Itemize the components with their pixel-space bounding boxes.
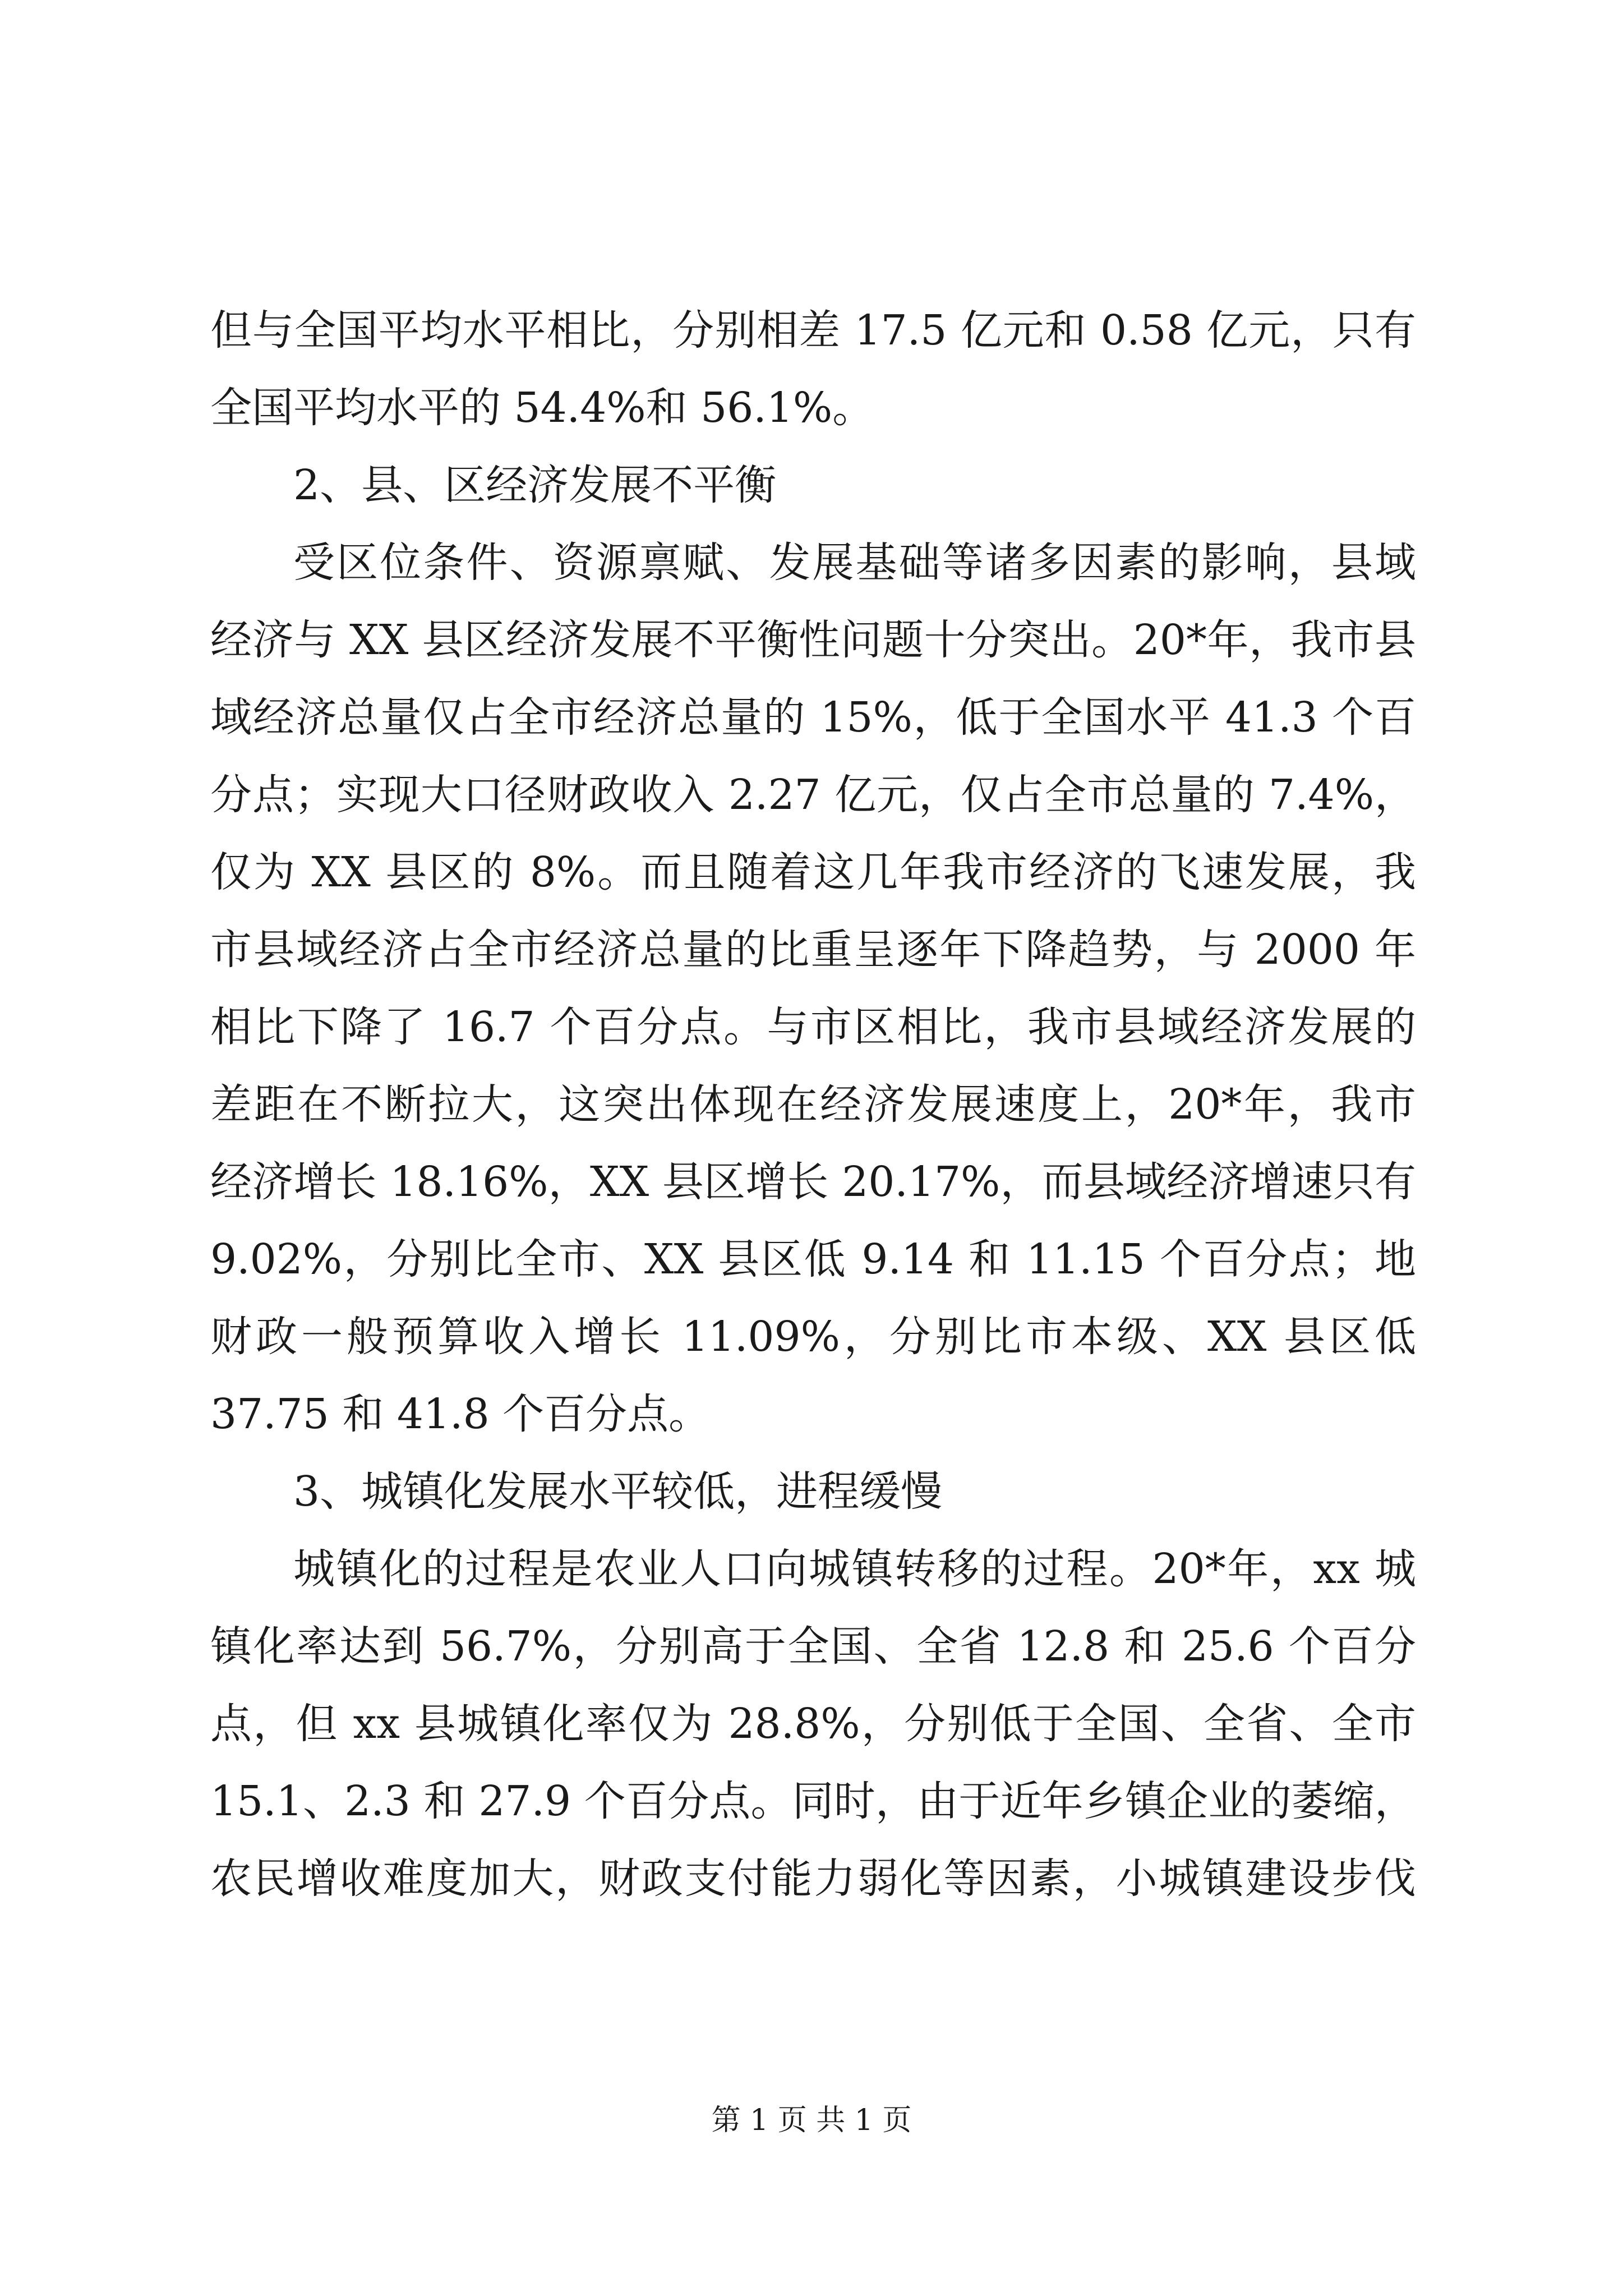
section-heading: 3、城镇化发展水平较低，进程缓慢 [293, 1467, 943, 1516]
text-line: 仅为 XX 县区的 8%。而且随着这几年我市经济的飞速发展，我 [210, 848, 1416, 896]
text-line: 经济与 XX 县区经济发展不平衡性问题十分突出。20*年，我市县 [210, 616, 1416, 664]
section-heading: 2、县、区经济发展不平衡 [293, 461, 777, 509]
body-text [210, 292, 1416, 1917]
text-line: 镇化率达到 56.7%，分别高于全国、全省 12.8 和 25.6 个百分 [210, 1622, 1416, 1671]
text-line: 相比下降了 16.7 个百分点。与市区相比，我市县域经济发展的 [210, 1003, 1416, 1051]
text-line: 经济增长 18.16%，XX 县区增长 20.17%，而县域经济增速只有 [210, 1158, 1416, 1206]
text-line: 农民增收难度加大，财政支付能力弱化等因素，小城镇建设步伐 [210, 1855, 1416, 1903]
page-footer: 第 1 页 共 1 页 [711, 2104, 912, 2137]
text-line: 37.75 和 41.8 个百分点。 [210, 1390, 711, 1438]
text-line: 城镇化的过程是农业人口向城镇转移的过程。20*年，xx 城 [293, 1545, 1416, 1593]
text-line: 差距在不断拉大，这突出体现在经济发展速度上，20*年，我市 [210, 1080, 1416, 1129]
text-line: 全国平均水平的 54.4%和 56.1%。 [210, 384, 874, 432]
text-line: 15.1、2.3 和 27.9 个百分点。同时，由于近年乡镇企业的萎缩， [210, 1777, 1416, 1825]
text-line: 点，但 xx 县城镇化率仅为 28.8%，分别低于全国、全省、全市 [210, 1700, 1416, 1748]
text-line: 市县域经济占全市经济总量的比重呈逐年下降趋势，与 2000 年 [210, 926, 1416, 974]
text-line: 但与全国平均水平相比，分别相差 17.5 亿元和 0.58 亿元，只有 [210, 306, 1416, 355]
text-line: 受区位条件、资源禀赋、发展基础等诸多因素的影响，县域 [293, 539, 1416, 587]
text-line: 财政一般预算收入增长 11.09%，分别比市本级、XX 县区低 [210, 1313, 1416, 1361]
text-line: 域经济总量仅占全市经济总量的 15%，低于全国水平 41.3 个百 [210, 693, 1416, 742]
text-line: 9.02%，分别比全市、XX 县区低 9.14 和 11.15 个百分点；地 [210, 1235, 1416, 1283]
text-line: 分点；实现大口径财政收入 2.27 亿元，仅占全市总量的 7.4%， [210, 771, 1416, 819]
